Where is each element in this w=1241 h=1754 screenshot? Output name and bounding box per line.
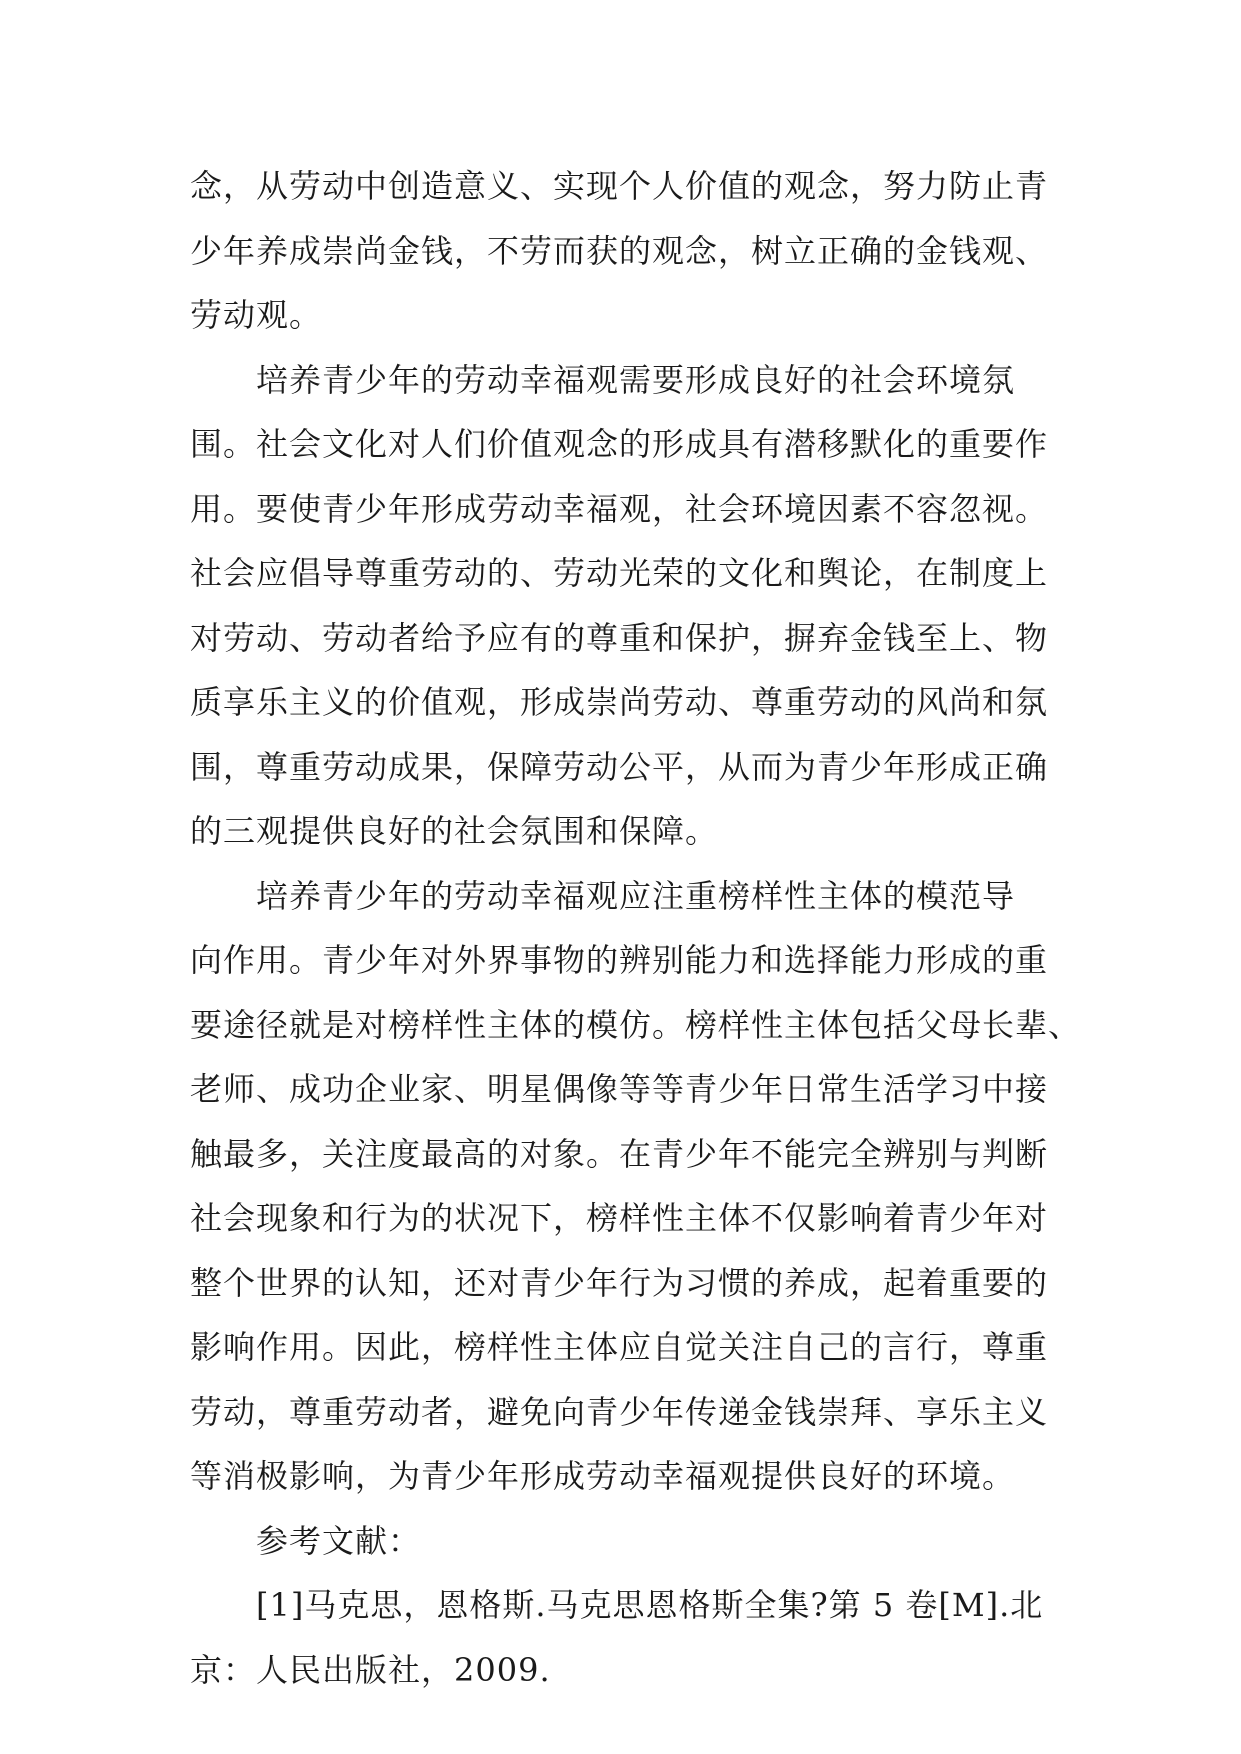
text-line: 要途径就是对榜样性主体的模仿。榜样性主体包括父母长辈、	[190, 1005, 1082, 1044]
text-line: 触最多，关注度最高的对象。在青少年不能完全辨别与判断	[190, 1134, 1049, 1173]
text-line: 劳动观。	[190, 296, 323, 334]
text-line: 围，尊重劳动成果，保障劳动公平，从而为青少年形成正确	[190, 747, 1049, 786]
text-line: 社会现象和行为的状况下，榜样性主体不仅影响着青少年对	[190, 1199, 1049, 1237]
text-line: 围。社会文化对人们价值观念的形成具有潜移默化的重要作	[190, 425, 1049, 463]
text-line: 影响作用。因此，榜样性主体应自觉关注自己的言行，尊重	[190, 1328, 1049, 1366]
text-line: 的三观提供良好的社会氛围和保障。	[190, 812, 719, 850]
body-text	[190, 154, 1082, 1702]
text-line: 培养青少年的劳动幸福观应注重榜样性主体的模范导	[256, 876, 1016, 915]
text-line: 参考文献：	[256, 1521, 422, 1560]
text-line: 社会应倡导尊重劳动的、劳动光荣的文化和舆论，在制度上	[190, 554, 1049, 592]
text-line: 对劳动、劳动者给予应有的尊重和保护，摒弃金钱至上、物	[190, 618, 1049, 657]
text-line: 少年养成崇尚金钱，不劳而获的观念，树立正确的金钱观、	[190, 231, 1049, 270]
text-line: 等消极影响，为青少年形成劳动幸福观提供良好的环境。	[190, 1457, 1016, 1495]
text-line: 老师、成功企业家、明星偶像等等青少年日常生活学习中接	[190, 1070, 1049, 1108]
text-line: 用。要使青少年形成劳动幸福观，社会环境因素不容忽视。	[190, 489, 1049, 528]
text-line: 劳动，尊重劳动者，避免向青少年传递金钱崇拜、享乐主义	[190, 1392, 1049, 1431]
text-line: [1]马克思，恩格斯.马克思恩格斯全集?第 5 卷[M].北	[256, 1586, 1044, 1624]
text-line: 培养青少年的劳动幸福观需要形成良好的社会环境氛	[256, 360, 1016, 399]
text-line: 向作用。青少年对外界事物的辨别能力和选择能力形成的重	[190, 941, 1049, 979]
text-line: 质享乐主义的价值观，形成崇尚劳动、尊重劳动的风尚和氛	[190, 683, 1049, 721]
text-line: 整个世界的认知，还对青少年行为习惯的养成，起着重要的	[190, 1263, 1049, 1302]
text-line: 京：人民出版社，2009.	[190, 1650, 551, 1689]
text-line: 念，从劳动中创造意义、实现个人价值的观念，努力防止青	[190, 167, 1049, 205]
